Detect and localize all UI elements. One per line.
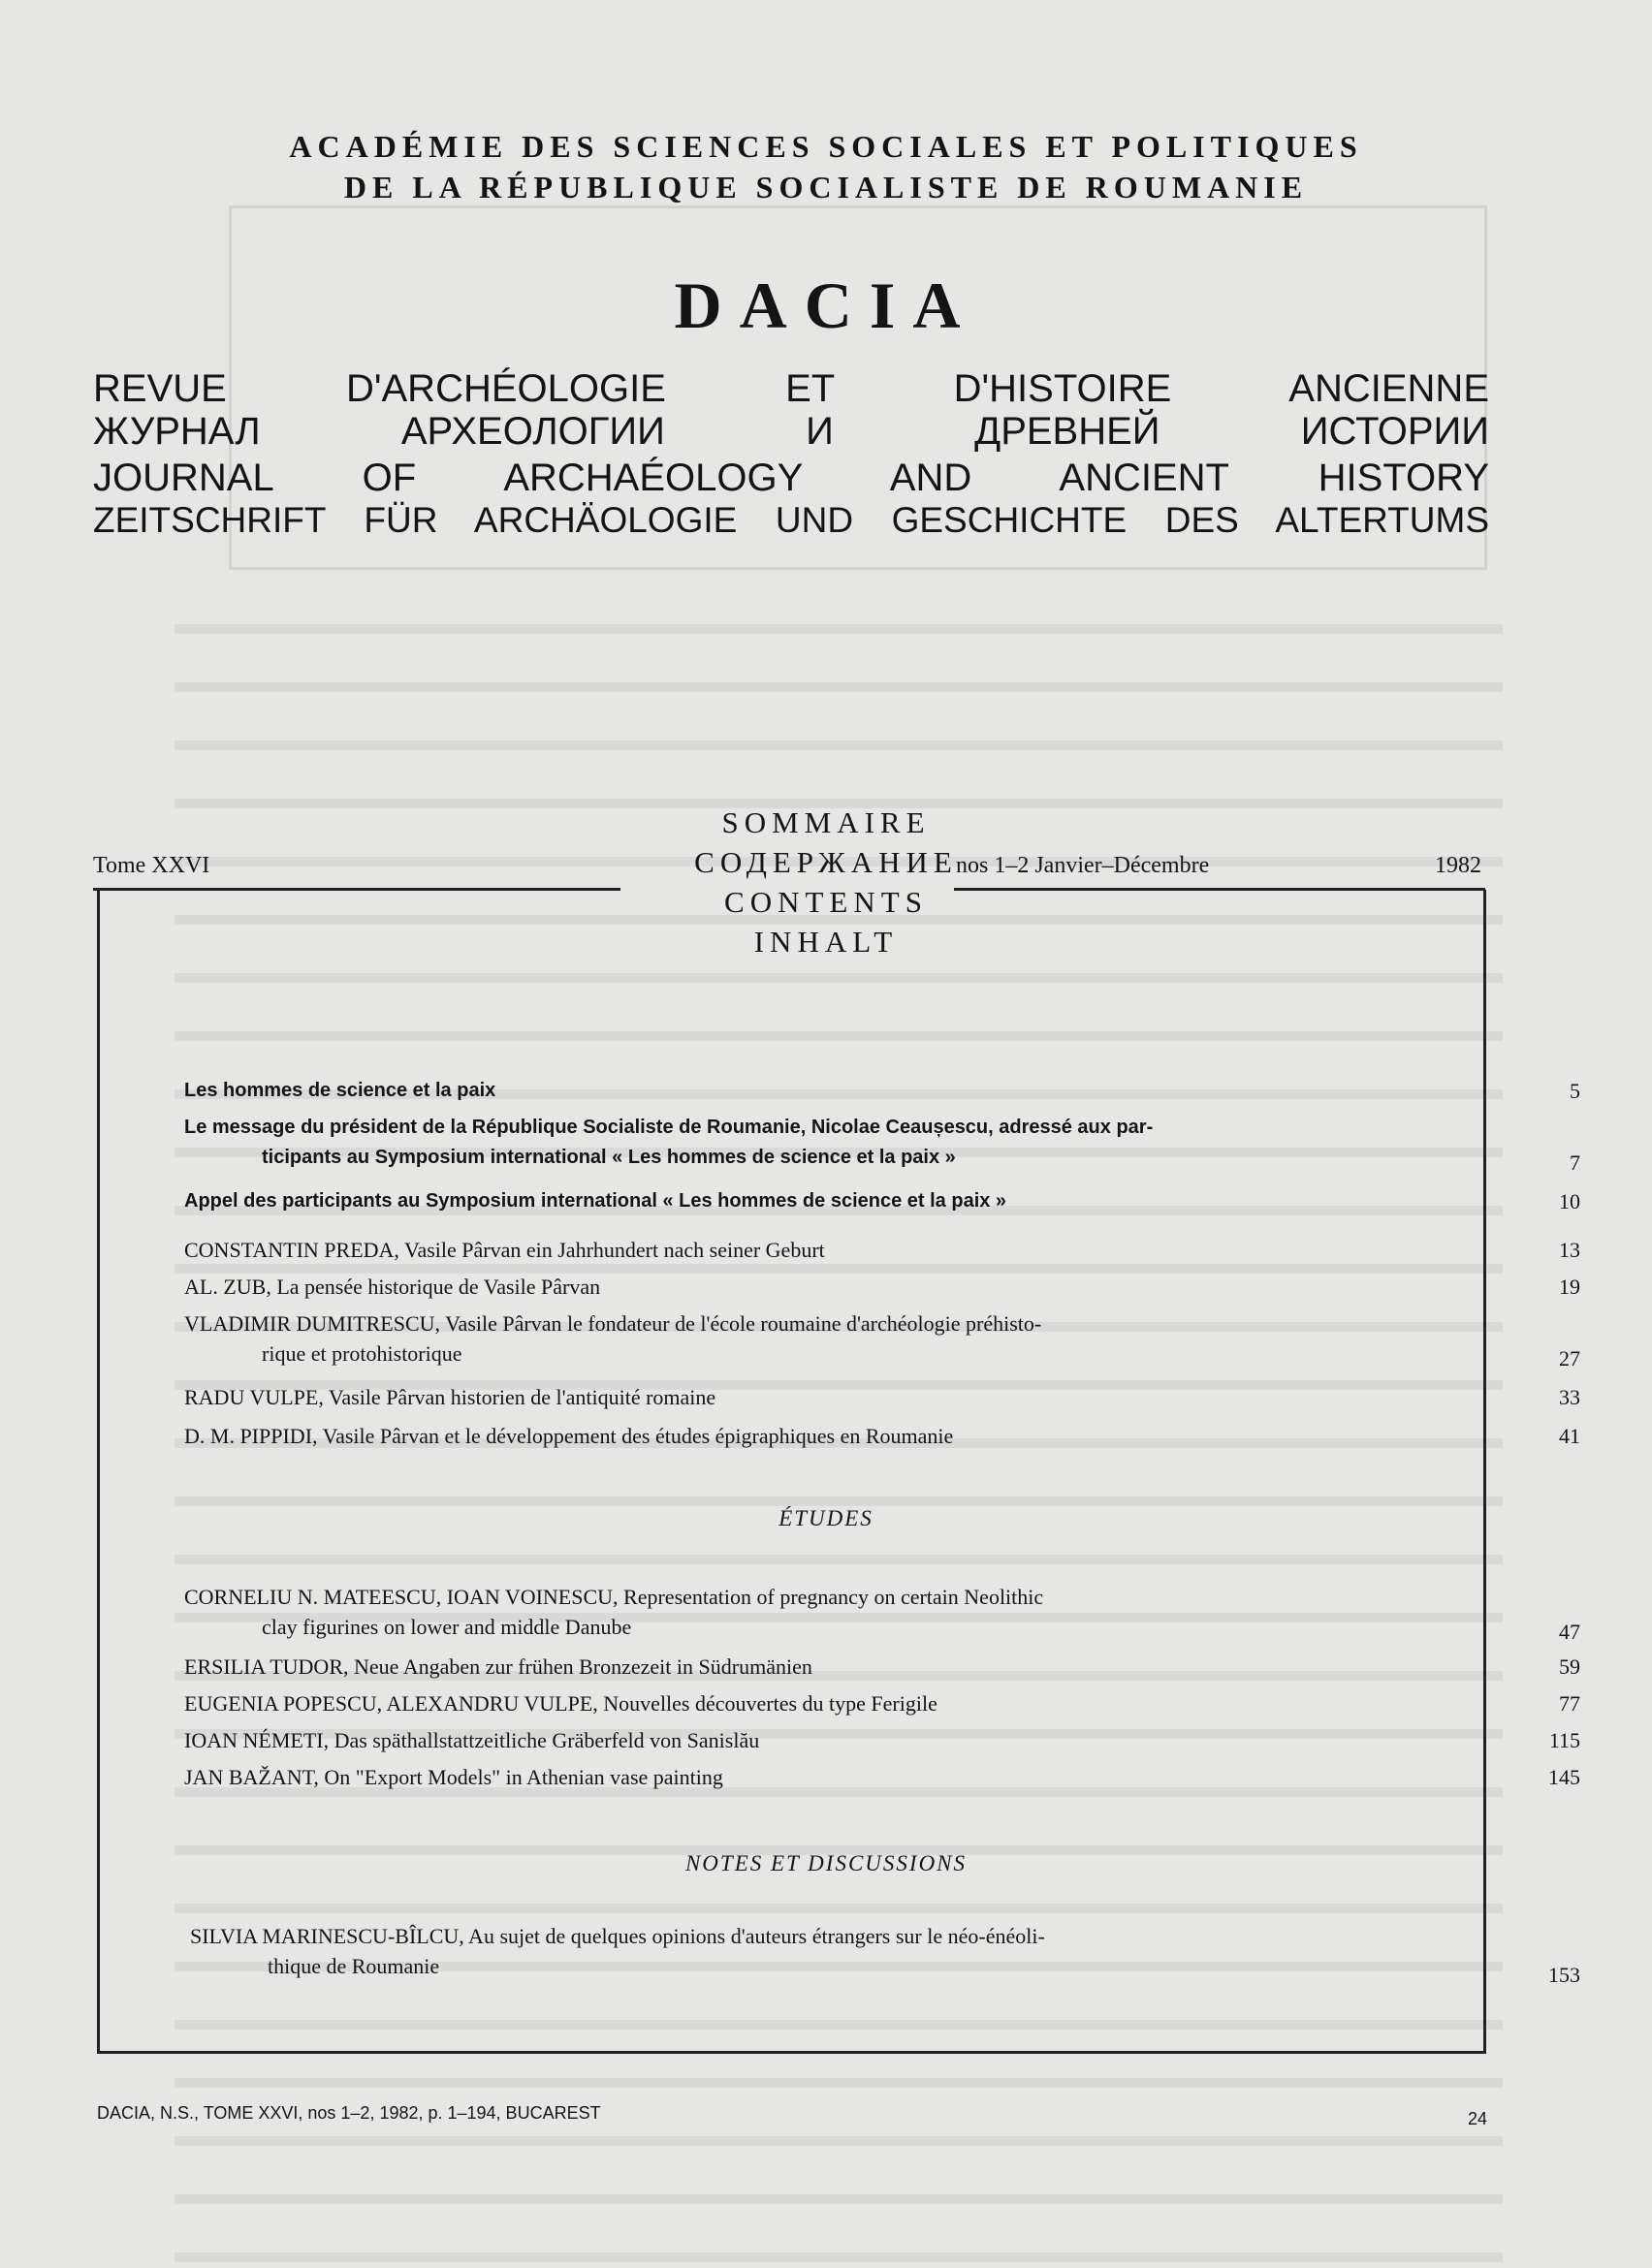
subtitle-french: REVUE D'ARCHÉOLOGIE ET D'HISTOIRE ANCIENNE bbox=[93, 367, 1489, 410]
section-heading-etudes: ÉTUDES bbox=[778, 1506, 874, 1530]
toc-entry-page: 77 bbox=[1559, 1691, 1580, 1716]
footer-page-number: 24 bbox=[1468, 2109, 1488, 2128]
toc-entry-title-cont: clay figurines on lower and middle Danube bbox=[262, 1615, 632, 1639]
toc-entry-title: SILVIA MARINESCU-BÎLCU, Au sujet de quelques opinions d'auteurs étrangers sur le néo-énéoli- bbox=[190, 1924, 1045, 1948]
subtitle-german: ZEITSCHRIFT FÜR ARCHÄOLOGIE UND GESCHICHTE DES ALTERTUMS bbox=[93, 500, 1489, 540]
toc-entry-title-cont: rique et protohistorique bbox=[262, 1341, 462, 1366]
toc-entry bbox=[184, 1076, 1580, 1106]
contents-heading-ru: СОДЕРЖАНИЕ bbox=[694, 845, 958, 879]
contents-heading-de: INHALT bbox=[753, 925, 899, 959]
toc-entry-title: AL. ZUB, La pensée historique de Vasile Pârvan bbox=[184, 1275, 601, 1299]
toc-entry-title: CORNELIU N. MATEESCU, IOAN VOINESCU, Representation of pregnancy on certain Neolithic bbox=[184, 1585, 1044, 1609]
toc-entry-page: 33 bbox=[1559, 1385, 1580, 1409]
toc-entry bbox=[184, 1582, 1580, 1644]
academy-name-line1: ACADÉMIE DES SCIENCES SOCIALES ET POLITIQUES bbox=[289, 129, 1363, 164]
subtitle-english: JOURNAL OF ARCHAÉOLOGY AND ANCIENT HISTORY bbox=[93, 457, 1489, 499]
contents-heading bbox=[0, 803, 1652, 961]
toc-entry-page: 19 bbox=[1559, 1275, 1580, 1299]
toc-entry-page: 5 bbox=[1570, 1079, 1580, 1103]
toc-entry bbox=[184, 1235, 1580, 1265]
toc-entry-title: VLADIMIR DUMITRESCU, Vasile Pârvan le fondateur de l'école roumaine d'archéologie préhisto- bbox=[184, 1311, 1042, 1336]
toc-entry-page: 27 bbox=[1559, 1346, 1580, 1370]
toc-entry-title-cont: thique de Roumanie bbox=[268, 1954, 440, 1978]
contents-frame-left bbox=[97, 890, 100, 2053]
issue-label: nos 1–2 Janvier–Décembre bbox=[956, 853, 1210, 878]
toc-entry-title: ERSILIA TUDOR, Neue Angaben zur frühen Bronzezeit in Südrumänien bbox=[184, 1654, 812, 1679]
toc-entry-page: 41 bbox=[1559, 1424, 1580, 1448]
toc-entry-page: 145 bbox=[1548, 1765, 1580, 1789]
toc-entry bbox=[184, 1308, 1580, 1370]
header-rule-right bbox=[954, 888, 1485, 891]
contents-frame-right bbox=[1483, 890, 1486, 2053]
toc-entry-title: D. M. PIPPIDI, Vasile Pârvan et le développement des études épigraphiques en Roumanie bbox=[184, 1424, 954, 1448]
header-rule-left bbox=[93, 888, 620, 891]
toc-entry bbox=[184, 1421, 1580, 1451]
contents-frame-bottom bbox=[97, 2051, 1486, 2054]
toc-entry bbox=[184, 1652, 1580, 1682]
toc-entry-page: 13 bbox=[1559, 1238, 1580, 1262]
toc-entry-title: Les hommes de science et la paix bbox=[184, 1080, 496, 1101]
toc-entry-title: RADU VULPE, Vasile Pârvan historien de l'antiquité romaine bbox=[184, 1385, 716, 1409]
toc-entry bbox=[190, 1921, 1580, 1987]
journal-title: DACIA bbox=[674, 268, 978, 342]
toc-entry bbox=[184, 1113, 1580, 1175]
toc-entry bbox=[184, 1186, 1580, 1216]
toc-entry bbox=[184, 1762, 1580, 1792]
section-heading-notes: NOTES ET DISCUSSIONS bbox=[684, 1851, 968, 1875]
footer-citation: DACIA, N.S., TOME XXVI, nos 1–2, 1982, p. 1–194, BUCAREST bbox=[97, 2103, 601, 2123]
contents-heading-fr: SOMMAIRE bbox=[721, 805, 931, 839]
toc-entry bbox=[184, 1272, 1580, 1302]
toc-entry-title: EUGENIA POPESCU, ALEXANDRU VULPE, Nouvelles découvertes du type Ferigile bbox=[184, 1691, 937, 1716]
toc-entry-title-cont: ticipants au Symposium international « Les hommes de science et la paix » bbox=[262, 1147, 956, 1168]
tome-label: Tome XXVI bbox=[93, 853, 210, 878]
toc-entry-title: JAN BAŽANT, On "Export Models" in Athenian vase painting bbox=[184, 1765, 723, 1789]
toc-entry-title: IOAN NÉMETI, Das späthallstattzeitliche Gräberfeld von Sanislău bbox=[184, 1728, 760, 1752]
year-label: 1982 bbox=[1435, 853, 1481, 878]
contents-heading-en: CONTENTS bbox=[724, 885, 928, 919]
toc-entry-page: 59 bbox=[1559, 1654, 1580, 1679]
subtitle-russian: ЖУРНАЛ АРХЕОЛОГИИ И ДРЕВНЕЙ ИСТОРИИ bbox=[93, 410, 1489, 453]
toc-entry bbox=[184, 1725, 1580, 1755]
academy-name-line2: DE LA RÉPUBLIQUE SOCIALISTE DE ROUMANIE bbox=[343, 170, 1309, 205]
toc-entry-page: 47 bbox=[1559, 1620, 1580, 1644]
toc-entry-page: 10 bbox=[1559, 1189, 1580, 1213]
toc-entry-page: 7 bbox=[1570, 1150, 1580, 1175]
toc-entry-title: Le message du président de la République Socialiste de Roumanie, Nicolae Ceaușescu, adressé aux par- bbox=[184, 1117, 1154, 1138]
toc-entry bbox=[184, 1688, 1580, 1718]
toc-entry-page: 115 bbox=[1548, 1728, 1580, 1752]
toc-entry bbox=[184, 1382, 1580, 1412]
toc-entry-title: CONSTANTIN PREDA, Vasile Pârvan ein Jahrhundert nach seiner Geburt bbox=[184, 1238, 825, 1262]
toc-entry-title: Appel des participants au Symposium international « Les hommes de science et la paix » bbox=[184, 1190, 1007, 1212]
toc-entry-page: 153 bbox=[1548, 1963, 1580, 1987]
